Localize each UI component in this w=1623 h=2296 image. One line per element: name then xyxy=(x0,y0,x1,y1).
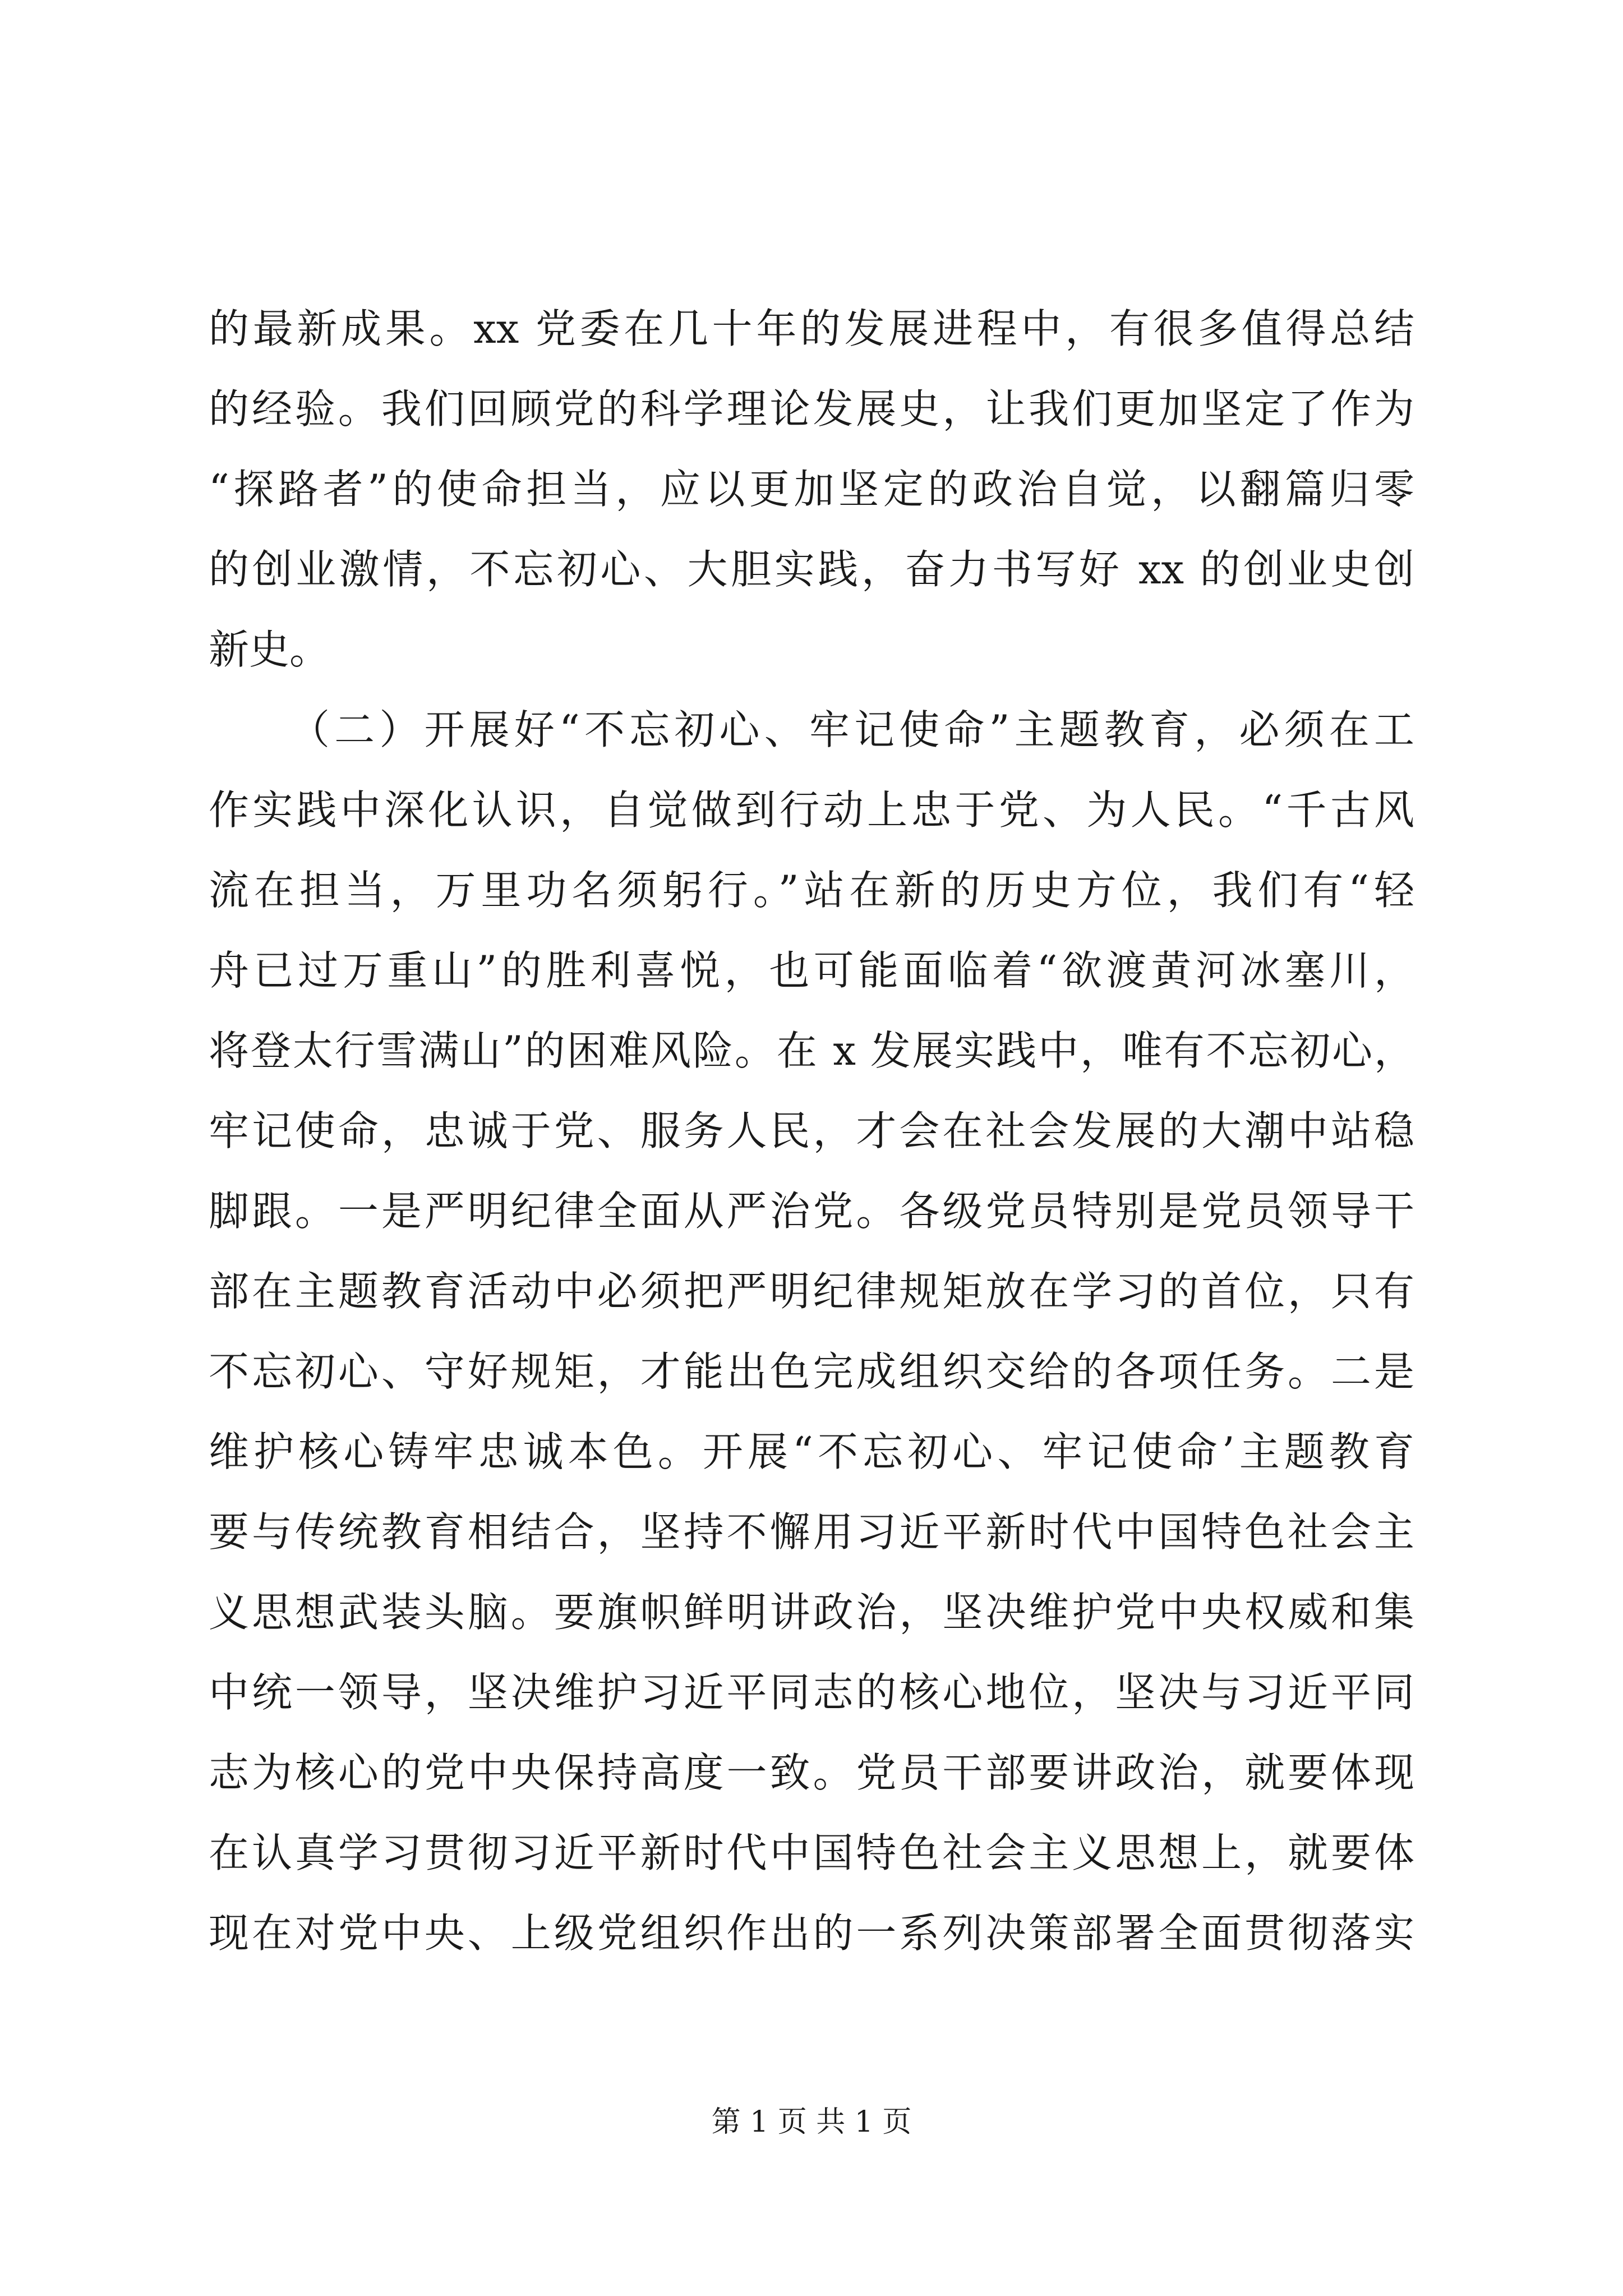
text-line: 的经验。我们回顾党的科学理论发展史，让我们更加坚定了作为 xyxy=(209,385,1414,432)
text-line: 要与传统教育相结合，坚持不懈用习近平新时代中国特色社会主 xyxy=(209,1508,1414,1556)
text-line: 牢记使命，忠诚于党、服务人民，才会在社会发展的大潮中站稳 xyxy=(209,1107,1414,1154)
text-line: 志为核心的党中央保持高度一致。党员干部要讲政治，就要体现 xyxy=(209,1749,1414,1796)
text-line: 新史。 xyxy=(209,626,330,673)
text-line: 维护核心铸牢忠诚本色。开展“不忘初心、牢记使命’主题教育 xyxy=(209,1428,1414,1475)
text-line: （二）开展好“不忘初心、牢记使命”主题教育，必须在工 xyxy=(289,706,1414,753)
page-footer xyxy=(0,2102,1623,2142)
text-line: 在认真学习贯彻习近平新时代中国特色社会主义思想上，就要体 xyxy=(209,1829,1414,1876)
text-line: 流在担当，万里功名须躬行。”站在新的历史方位，我们有“轻 xyxy=(209,867,1414,914)
text-line: 部在主题教育活动中必须把严明纪律规矩放在学习的首位，只有 xyxy=(209,1268,1414,1315)
paragraph-1 xyxy=(209,289,1414,690)
text-line: “探路者”的使命担当，应以更加坚定的政治自觉，以翻篇归零 xyxy=(209,466,1414,513)
text-line: 不忘初心、守好规矩，才能出色完成组织交给的各项任务。二是 xyxy=(209,1348,1414,1395)
text-line: 中统一领导，坚决维护习近平同志的核心地位，坚决与习近平同 xyxy=(209,1669,1414,1716)
text-line: 现在对党中央、上级党组织作出的一系列决策部署全面贯彻落实 xyxy=(209,1910,1414,1957)
text-line: 义思想武装头脑。要旗帜鲜明讲政治，坚决维护党中央权威和集 xyxy=(209,1589,1414,1636)
text-line: 将登太行雪满山”的困难风险。在 x 发展实践中，唯有不忘初心， xyxy=(209,1027,1414,1074)
text-line: 作实践中深化认识，自觉做到行动上忠于党、为人民。“千古风 xyxy=(209,786,1414,834)
text-line: 的创业激情，不忘初心、大胆实践，奋力书写好 xx 的创业史创 xyxy=(209,546,1414,593)
page-number: 第 1 页 共 1 页 xyxy=(711,2105,912,2139)
document-body xyxy=(209,289,1414,1973)
text-line: 的最新成果。xx 党委在几十年的发展进程中，有很多值得总结 xyxy=(209,305,1414,352)
paragraph-2 xyxy=(209,690,1414,1973)
text-line: 脚跟。一是严明纪律全面从严治党。各级党员特别是党员领导干 xyxy=(209,1188,1414,1235)
text-line: 舟已过万重山”的胜利喜悦，也可能面临着“欲渡黄河冰塞川， xyxy=(209,947,1414,994)
